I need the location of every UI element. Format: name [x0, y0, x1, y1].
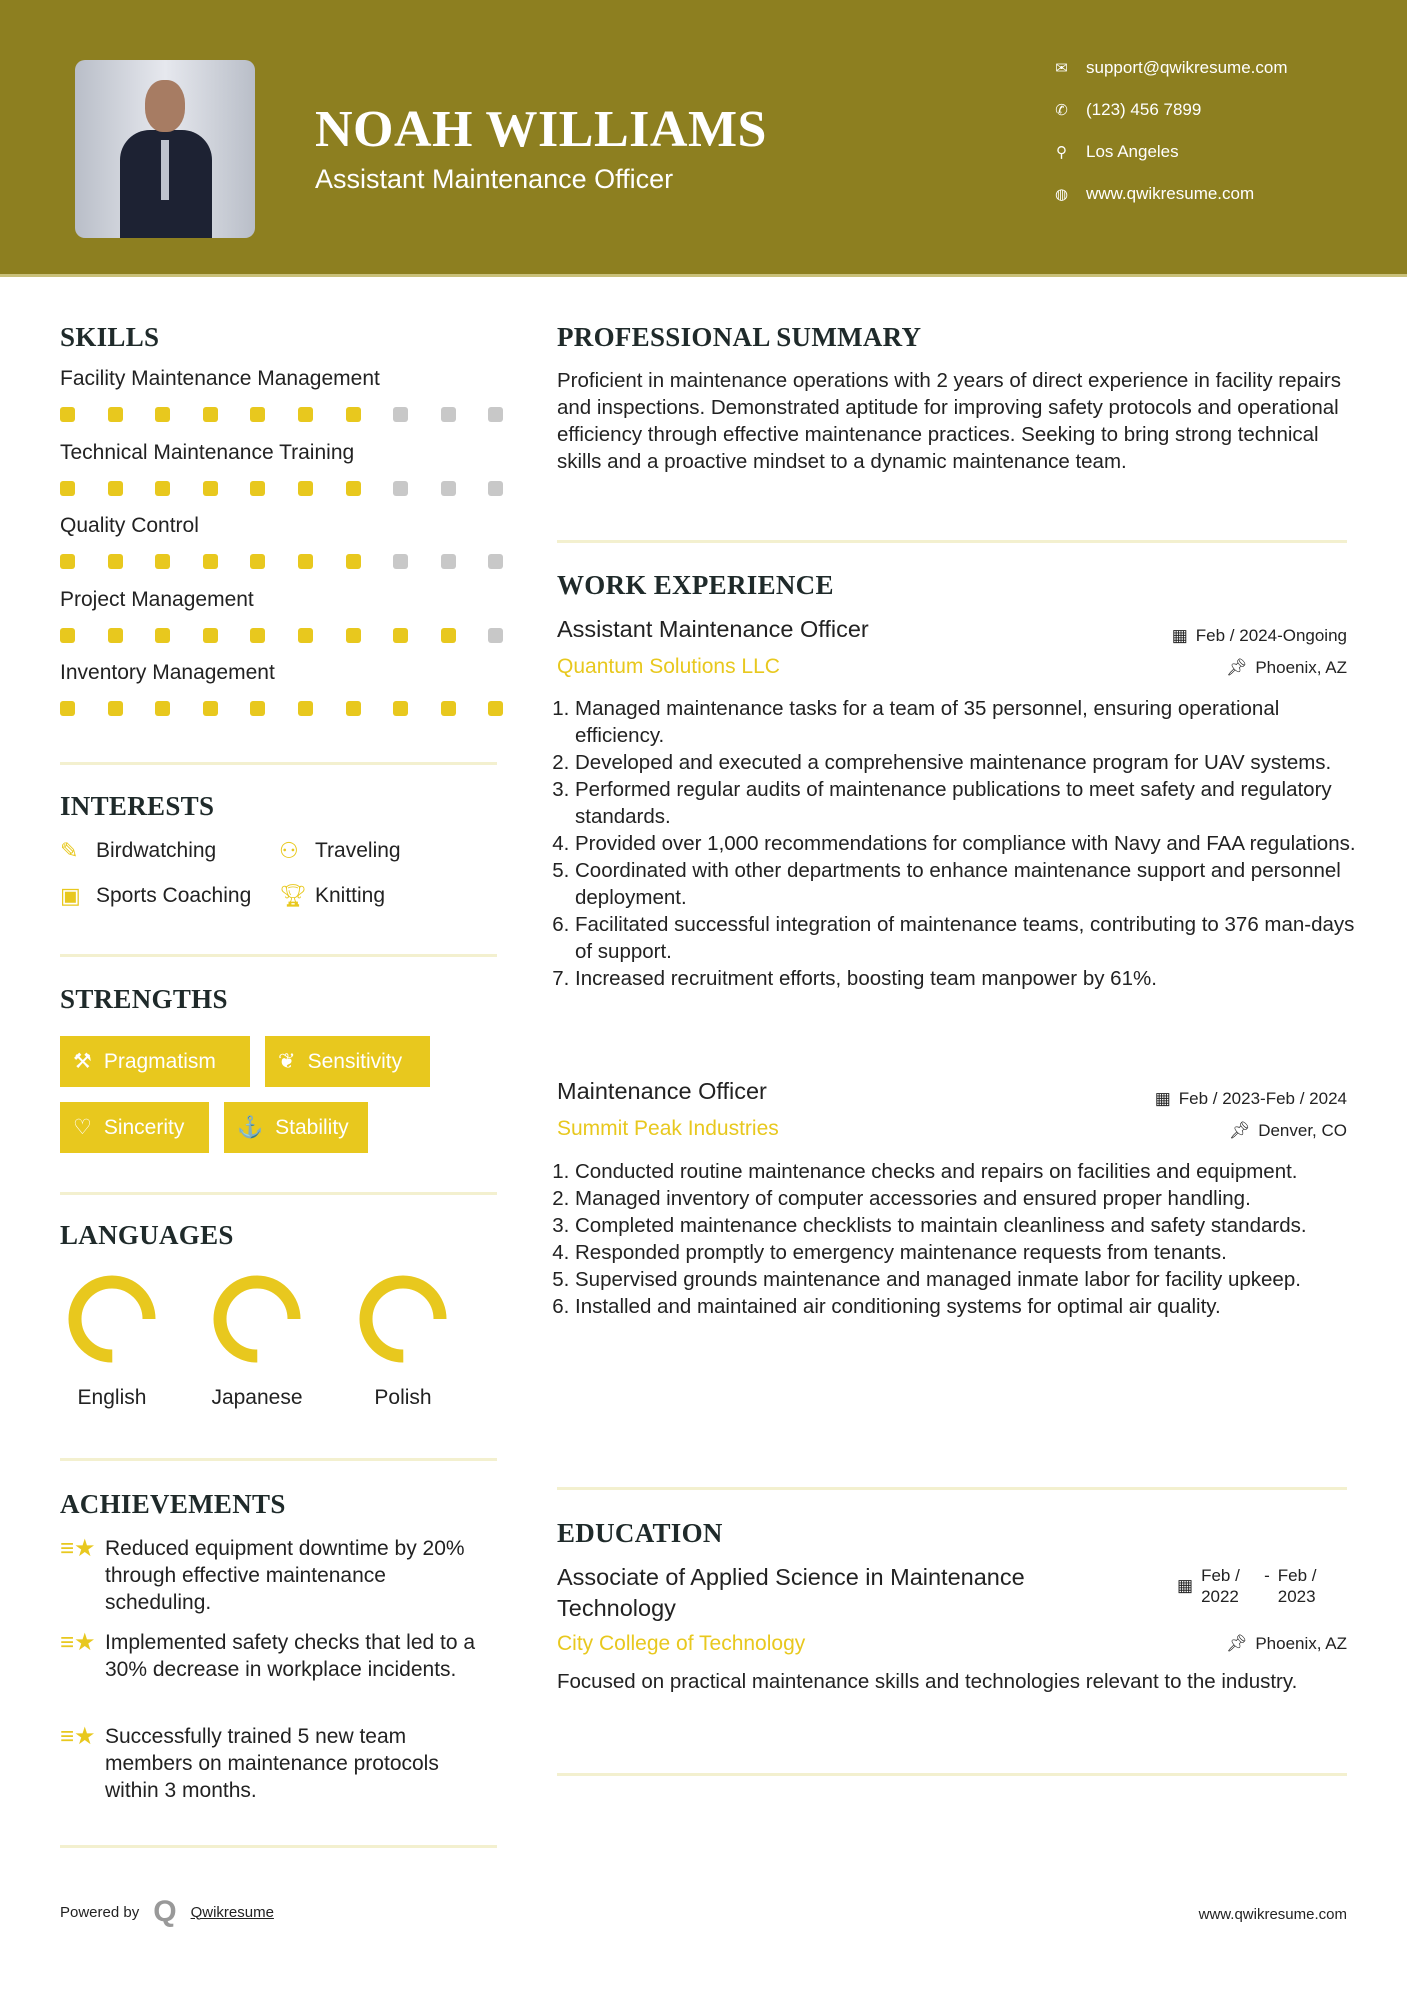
skill-dot	[108, 701, 123, 716]
skill-dot	[250, 554, 265, 569]
calendar-icon: ▦	[1171, 626, 1188, 645]
achievements-heading: ACHIEVEMENTS	[60, 1489, 286, 1519]
candidate-title: Assistant Maintenance Officer	[315, 164, 674, 194]
skill-dot	[203, 701, 218, 716]
education-heading: EDUCATION	[557, 1518, 723, 1548]
skill-dot	[298, 701, 313, 716]
divider	[557, 1773, 1347, 1776]
divider	[557, 1487, 1347, 1490]
skill-dot	[108, 554, 123, 569]
divider	[60, 1845, 497, 1848]
skill-dot	[298, 554, 313, 569]
language-progress-ring	[67, 1274, 157, 1364]
strength-tag: ♡ Sincerity	[60, 1102, 209, 1153]
skill-dot	[393, 701, 408, 716]
skill-dot	[441, 407, 456, 422]
skill-dot	[346, 481, 361, 496]
skill-dot	[298, 628, 313, 643]
skill-dot	[488, 481, 503, 496]
pushpin-icon: 📌︎	[1228, 1121, 1251, 1140]
profile-photo	[75, 60, 255, 238]
skill-name: Quality Control	[60, 514, 199, 537]
footer-website[interactable]: www.qwikresume.com	[1198, 1906, 1347, 1923]
job-location: 📌︎ Denver, CO	[1228, 1121, 1347, 1140]
strength-tag: ⚒ Pragmatism	[60, 1036, 250, 1087]
skill-rating	[60, 628, 503, 643]
contact-phone: ✆ (123) 456 7899	[1053, 100, 1201, 120]
skill-dot	[60, 481, 75, 496]
job-bullet: 4. Provided over 1,000 recommendations for compliance with Navy and FAA regulations.	[575, 830, 1357, 857]
skill-dot	[441, 481, 456, 496]
skill-dot	[155, 407, 170, 422]
job-bullet: 6. Facilitated successful integration of maintenance teams, contributing to 376 man-days of support.	[575, 911, 1357, 965]
languages-heading: LANGUAGES	[60, 1220, 234, 1250]
language-progress-ring	[358, 1274, 448, 1364]
pushpin-icon: 📌︎	[1225, 1634, 1248, 1653]
skill-name: Technical Maintenance Training	[60, 440, 355, 464]
divider	[60, 1458, 497, 1461]
skill-dot	[393, 407, 408, 422]
education-dates: ▦ Feb / 2022 - Feb / 2023	[1177, 1566, 1317, 1606]
strengths-heading: STRENGTHS	[60, 984, 228, 1014]
calendar-icon: ▦	[1154, 1089, 1171, 1108]
skill-dot	[203, 481, 218, 496]
skill-dot	[298, 407, 313, 422]
skill-dot	[60, 554, 75, 569]
skill-dot	[108, 407, 123, 422]
job-bullet: 2. Developed and executed a comprehensive maintenance program for UAV systems.	[575, 749, 1357, 776]
skill-dot	[60, 407, 75, 422]
skill-dot	[250, 481, 265, 496]
skill-dot	[250, 407, 265, 422]
interests-heading: INTERESTS	[60, 791, 215, 821]
gavel-icon: ⚒	[73, 1050, 92, 1073]
skill-name: Project Management	[60, 587, 254, 611]
skill-dot	[441, 554, 456, 569]
skill-dot	[346, 407, 361, 422]
job-bullet: 7. Increased recruitment efforts, boosting team manpower by 61%.	[575, 965, 1357, 992]
skill-dot	[488, 407, 503, 422]
education-location: 📌︎ Phoenix, AZ	[1225, 1634, 1347, 1653]
interest-item: ⚇ Traveling	[279, 838, 401, 863]
skill-dot	[393, 481, 408, 496]
achievement-item: ≡★ Implemented safety checks that led to a 30% decrease in workplace incidents.	[60, 1629, 476, 1681]
skill-dot	[346, 628, 361, 643]
strength-tag: ⚓ Stability	[224, 1102, 368, 1153]
skill-dot	[108, 481, 123, 496]
job-dates: ▦ Feb / 2023-Feb / 2024	[1154, 1089, 1347, 1108]
divider	[557, 540, 1347, 543]
qwikresume-link[interactable]: Qwikresume	[190, 1903, 274, 1921]
job-title: Maintenance Officer	[557, 1078, 767, 1104]
experience-heading: WORK EXPERIENCE	[557, 570, 834, 600]
language-item	[343, 1274, 463, 1410]
skill-dot	[155, 628, 170, 643]
summary-heading: PROFESSIONAL SUMMARY	[557, 322, 922, 352]
skill-dot	[60, 628, 75, 643]
interest-item: ✎ Birdwatching	[60, 838, 217, 863]
language-progress-ring	[212, 1274, 302, 1364]
skill-dot	[250, 628, 265, 643]
star-icon: ≡★	[60, 1629, 96, 1656]
skill-rating	[60, 481, 503, 496]
skill-dot	[250, 701, 265, 716]
language-label: English	[77, 1386, 147, 1409]
header	[0, 0, 1407, 277]
skill-dot	[488, 628, 503, 643]
skill-dot	[393, 628, 408, 643]
skill-dot	[203, 554, 218, 569]
skill-dot	[108, 628, 123, 643]
job-bullet: 1. Conducted routine maintenance checks and repairs on facilities and equipment.	[575, 1158, 1357, 1185]
summary-text: Proficient in maintenance operations with 2 years of direct experience in facility repairs and inspections. Demonstrated aptitude for improving safety protocols and operational efficiency through effective maintenance practices. Seeking to bring strong technical skills and a proactive mindset to a dynamic maintenance team.	[557, 369, 1341, 473]
language-label: Polish	[374, 1386, 432, 1409]
job-bullet: 6. Installed and maintained air conditioning systems for optimal air quality.	[575, 1293, 1357, 1320]
skill-rating	[60, 701, 503, 716]
pushpin-icon: 📌︎	[1225, 658, 1248, 677]
language-item	[197, 1274, 317, 1410]
skill-dot	[393, 554, 408, 569]
skill-dot	[155, 481, 170, 496]
job-bullet: 3. Performed regular audits of maintenance publications to meet safety and regulatory standards.	[575, 776, 1357, 830]
interest-item: 🏆︎ Knitting	[279, 883, 386, 908]
achievement-item: ≡★ Reduced equipment downtime by 20% through effective maintenance scheduling.	[60, 1535, 465, 1614]
divider	[60, 762, 497, 765]
skill-dot	[60, 701, 75, 716]
skill-dot	[346, 554, 361, 569]
divider	[60, 954, 497, 957]
language-label: Japanese	[211, 1386, 303, 1409]
skill-dot	[441, 701, 456, 716]
skill-dot	[488, 701, 503, 716]
leaf-icon: ❦	[278, 1050, 296, 1073]
qwikresume-logo-icon: Q	[153, 1895, 177, 1928]
skill-rating	[60, 554, 503, 569]
language-item	[52, 1274, 172, 1410]
trophy-icon: 🏆︎	[279, 883, 307, 908]
job-title: Assistant Maintenance Officer	[557, 616, 869, 642]
degree-title: Associate of Applied Science in Maintenance Technology	[557, 1564, 1025, 1621]
skill-name: Inventory Management	[60, 661, 275, 684]
phone-icon: ✆	[1055, 102, 1068, 119]
contact-location: ⚲ Los Angeles	[1053, 142, 1179, 162]
job-bullet: 1. Managed maintenance tasks for a team of 35 personnel, ensuring operational efficiency.	[575, 695, 1357, 749]
job-bullet: 5. Supervised grounds maintenance and managed inmate labor for facility upkeep.	[575, 1266, 1357, 1293]
interest-item: ▣ Sports Coaching	[60, 883, 252, 908]
skill-dot	[155, 554, 170, 569]
skill-dot	[203, 628, 218, 643]
job-dates: ▦ Feb / 2024-Ongoing	[1171, 626, 1347, 645]
binoculars-icon: ⚇	[279, 838, 299, 863]
skill-dot	[346, 701, 361, 716]
job-bullet: 4. Responded promptly to emergency maintenance requests from tenants.	[575, 1239, 1357, 1266]
job-bullets	[557, 695, 1357, 992]
calendar-icon: ▦	[1177, 1576, 1194, 1595]
school-name: City College of Technology	[557, 1632, 806, 1655]
company-name: Summit Peak Industries	[557, 1117, 779, 1140]
star-icon: ≡★	[60, 1723, 96, 1750]
skill-dot	[203, 407, 218, 422]
envelope-icon: ✉	[1055, 60, 1068, 77]
location-pin-icon: ⚲	[1056, 144, 1067, 161]
briefcase-icon: ▣	[60, 883, 81, 908]
skill-dot	[441, 628, 456, 643]
contact-email[interactable]: ✉ support@qwikresume.com	[1053, 58, 1288, 78]
job-bullet: 2. Managed inventory of computer accessories and ensured proper handling.	[575, 1185, 1357, 1212]
job-bullet: 3. Completed maintenance checklists to maintain cleanliness and safety standards.	[575, 1212, 1357, 1239]
heart-icon: ♡	[73, 1116, 92, 1139]
globe-icon: ◍	[1054, 186, 1069, 203]
achievement-item: ≡★ Successfully trained 5 new team members on maintenance protocols within 3 months.	[60, 1723, 439, 1802]
skills-heading: SKILLS	[60, 322, 160, 352]
job-location: 📌︎ Phoenix, AZ	[1225, 658, 1347, 677]
company-name: Quantum Solutions LLC	[557, 655, 780, 678]
job-bullet: 5. Coordinated with other departments to enhance maintenance support and personnel deployment.	[575, 857, 1357, 911]
contact-website[interactable]: ◍ www.qwikresume.com	[1054, 184, 1255, 203]
star-icon: ≡★	[60, 1535, 96, 1562]
footer-powered: Powered by Q Qwikresume	[60, 1895, 274, 1928]
job-bullets	[557, 1158, 1357, 1320]
education-description: Focused on practical maintenance skills and technologies relevant to the industry.	[557, 1670, 1298, 1693]
strength-tag: ❦ Sensitivity	[265, 1036, 430, 1087]
divider	[60, 1192, 497, 1195]
skill-dot	[155, 701, 170, 716]
pencil-icon: ✎	[60, 838, 79, 863]
candidate-name: NOAH WILLIAMS	[315, 101, 767, 158]
skill-dot	[488, 554, 503, 569]
skill-dot	[298, 481, 313, 496]
skill-rating	[60, 407, 503, 422]
anchor-icon: ⚓	[237, 1115, 264, 1139]
skill-name: Facility Maintenance Management	[60, 367, 380, 390]
